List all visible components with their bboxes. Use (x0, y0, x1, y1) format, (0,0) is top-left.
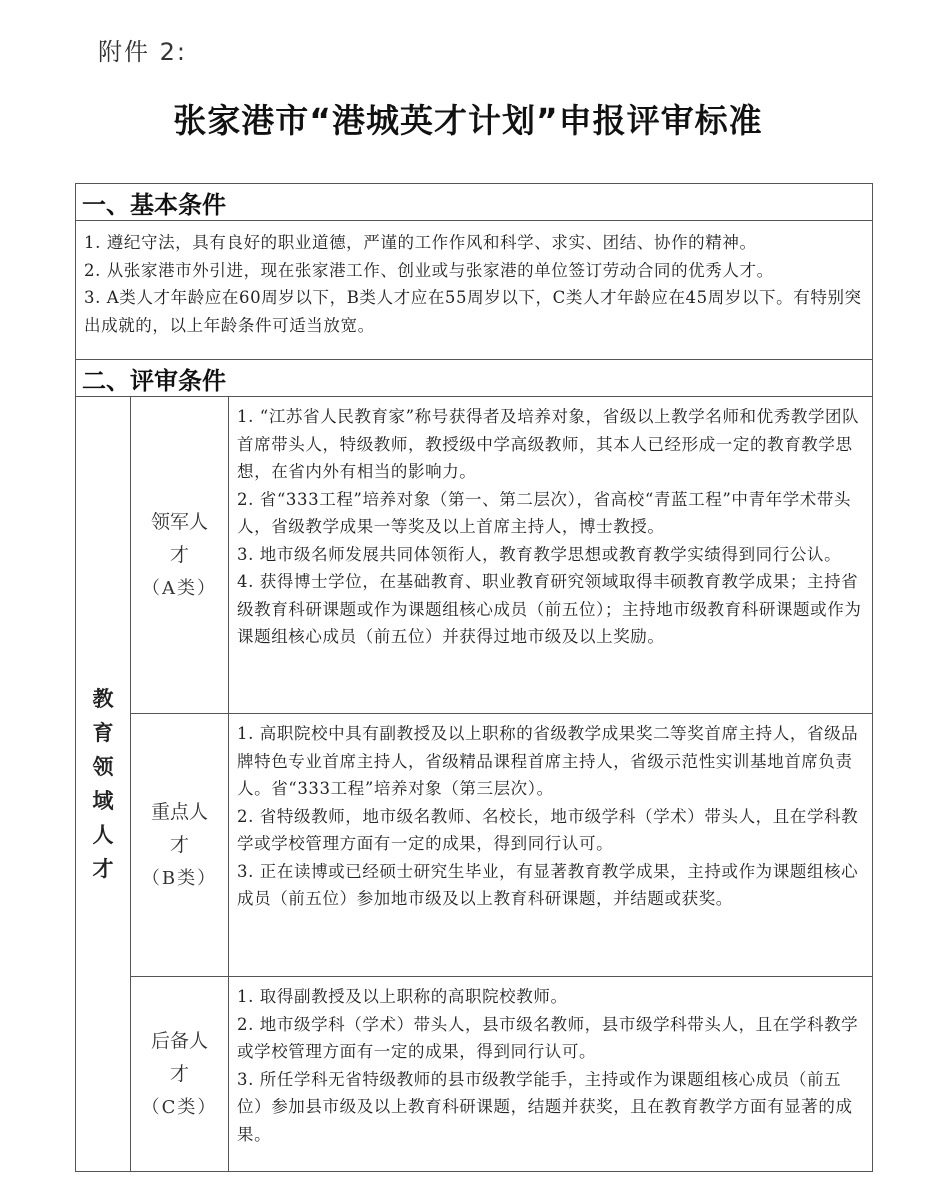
category-sub: （C类） (141, 1096, 218, 1118)
criterion-item: 1. “江苏省人民教育家”称号获得者及培养对象，省级以上教学名师和优秀教学团队首席带头人，特级教师，教授级中学高级教师，其本人已经形成一定的教育教学思想，在省内外有相当的影响力。 (237, 407, 860, 481)
category-label: 领军人才 (150, 510, 208, 566)
criterion-item: 3. 地市级名师发展共同体领衔人，教育教学思想或教育教学实绩得到同行公认。 (237, 544, 842, 564)
criterion-item: 1. 高职院校中具有副教授及以上职称的省级教学成果奖二等奖首席主持人，省级品牌特色专业首席主持人，省级精品课程首席主持人，省级示范性实训基地首席负责人。省“333工程”培养对象（第三层次）。 (237, 724, 859, 798)
category-row-a (76, 397, 873, 714)
domain-label: 教育领域人才 (92, 687, 114, 881)
basic-item: 3. A类人才年龄应在60周岁以下，B类人才应在55周岁以下，C类人才年龄应在45周岁以下。有特别突出成就的，以上年龄条件可适当放宽。 (84, 288, 862, 335)
category-sub: （B类） (141, 867, 218, 889)
category-sub: （A类） (142, 577, 217, 599)
criterion-item: 2. 地市级学科（学术）带头人，县市级名教师，县市级学科带头人，且在学科教学或学校管理方面有一定的成果，得到同行认可。 (237, 1014, 859, 1061)
review-heading-row (76, 360, 873, 397)
basic-item: 2. 从张家港市外引进，现在张家港工作、创业或与张家港的单位签订劳动合同的优秀人才。 (84, 260, 774, 280)
criterion-item: 3. 所任学科无省特级教师的县市级教学能手，主持或作为课题组核心成员（前五位）参加县市级及以上教育科研课题，结题并获奖，且在教育教学方面有显著的成果。 (237, 1069, 853, 1144)
attachment-label: 附件 2: (98, 38, 187, 66)
criteria-cell (229, 714, 873, 977)
section-heading-review: 二、评审条件 (76, 360, 873, 397)
basic-heading-row (76, 184, 873, 221)
criteria-cell (229, 977, 873, 1172)
basic-item: 1. 遵纪守法，具有良好的职业道德，严谨的工作作风和科学、求实、团结、协作的精神。 (84, 233, 757, 252)
document-title: 张家港市“港城英才计划”申报评审标准 (173, 101, 763, 140)
basic-body-row (76, 221, 873, 360)
criterion-item: 2. 省特级教师，地市级名教师、名校长，地市级学科（学术）带头人，且在学科教学或学校管理方面有一定的成果，得到同行认可。 (237, 806, 859, 853)
criterion-item: 2. 省“333工程”培养对象（第一、第二层次），省高校“青蓝工程”中青年学术带头人，省级教学成果一等奖及以上首席主持人，博士教授。 (237, 489, 852, 536)
section-heading-basic: 一、基本条件 (76, 184, 873, 221)
criterion-item: 1. 取得副教授及以上职称的高职院校教师。 (237, 987, 568, 1006)
category-label: 后备人才 (150, 1029, 208, 1085)
category-cell (131, 977, 229, 1172)
domain-cell (76, 397, 131, 1172)
category-row-c (76, 977, 873, 1172)
criterion-item: 3. 正在读博或已经硕士研究生毕业，有显著教育教学成果，主持或作为课题组核心成员（前五位）参加地市级及以上教育科研课题，并结题或获奖。 (237, 861, 859, 908)
category-cell (131, 397, 229, 714)
criteria-table (75, 183, 873, 1172)
category-label: 重点人才 (150, 800, 208, 856)
category-row-b (76, 714, 873, 977)
criterion-item: 4. 获得博士学位，在基础教育、职业教育研究领域取得丰硕教育教学成果；主持省级教育科研课题或作为课题组核心成员（前五位）；主持地市级教育科研课题或作为课题组核心成员（前五位）并获得过地市级及以上奖励。 (237, 572, 862, 646)
category-cell (131, 714, 229, 977)
basic-conditions (76, 221, 873, 360)
criteria-cell (229, 397, 873, 714)
